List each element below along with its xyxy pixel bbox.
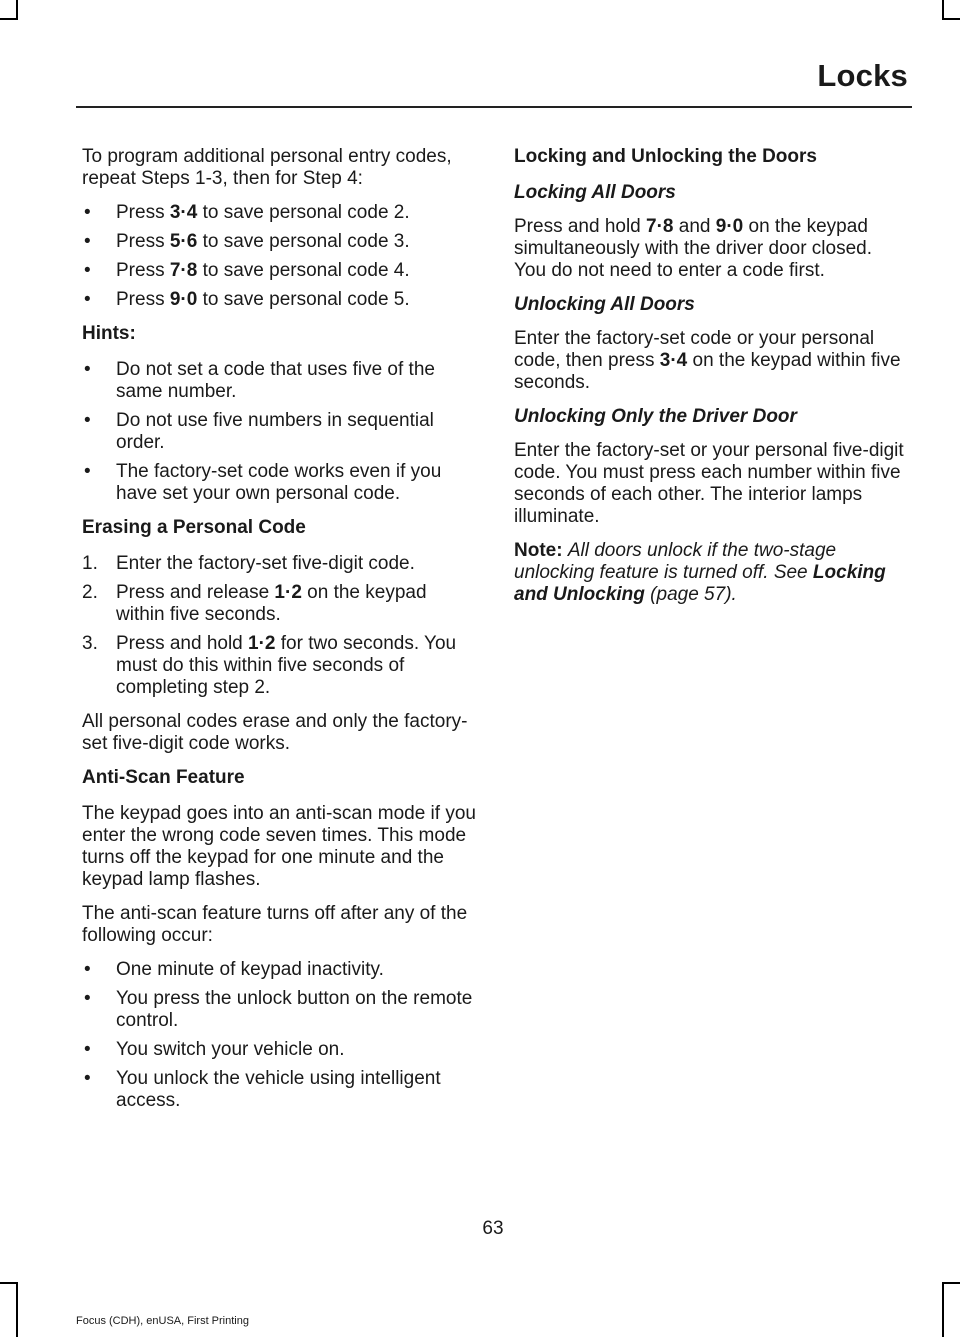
text: Press and hold: [514, 216, 647, 237]
bullet-icon: •: [84, 1068, 91, 1089]
keypad-key: 9·0: [169, 289, 198, 310]
step-number: 2.: [82, 582, 98, 603]
footer-text: Focus (CDH), enUSA, First Printing: [76, 1315, 249, 1327]
list-item: [82, 289, 478, 311]
note-text: All doors unlock if the two-stage unlocking feature is turned off. See: [514, 540, 837, 583]
bullet-icon: •: [84, 1039, 91, 1060]
antiscan-paragraph-2: The anti-scan feature turns off after any of the following occur:: [82, 903, 468, 946]
bullet-icon: •: [84, 202, 91, 223]
item-text: You switch your vehicle on.: [116, 1039, 345, 1060]
keypad-key: 3·4: [169, 202, 198, 223]
item-text: One minute of keypad inactivity.: [116, 959, 384, 980]
hints-heading: Hints:: [82, 323, 136, 344]
item-prefix: Press: [116, 289, 170, 310]
step-text: Press and release: [116, 582, 275, 603]
keypad-key: 7·8: [169, 260, 198, 281]
text: on the keypad within five seconds.: [514, 350, 901, 393]
keypad-key: 1·2: [248, 633, 276, 654]
hint-text: The factory-set code works even if you have set your own personal code.: [116, 461, 442, 504]
step-text: Enter the factory-set five-digit code.: [116, 553, 415, 574]
crop-mark-top-left: [16, 0, 18, 20]
doors-heading: Locking and Unlocking the Doors: [514, 146, 817, 167]
keypad-key: 1·2: [274, 582, 302, 603]
hint-text: Do not set a code that uses five of the same number.: [116, 359, 435, 402]
step-number: 1.: [82, 553, 98, 574]
bullet-icon: •: [84, 988, 91, 1009]
note-page-ref: (page 57).: [644, 584, 737, 605]
crop-mark-top-right-h: [942, 18, 960, 20]
bullet-icon: •: [84, 231, 91, 252]
item-prefix: Press: [116, 202, 170, 223]
list-item: [82, 553, 478, 575]
keypad-key: 3·4: [659, 350, 688, 371]
list-item: [82, 410, 478, 454]
item-prefix: Press: [116, 231, 170, 252]
note: [514, 540, 908, 606]
unlock-all-heading: Unlocking All Doors: [514, 294, 695, 315]
list-item: [82, 202, 478, 224]
press-code-list: [82, 202, 478, 311]
list-item: [82, 959, 478, 981]
unlock-driver-heading: Unlocking Only the Driver Door: [514, 406, 797, 427]
antiscan-list: [82, 959, 478, 1112]
item-text: You press the unlock button on the remote control.: [116, 988, 473, 1031]
list-item: [82, 988, 478, 1032]
lock-all-paragraph: [514, 216, 908, 282]
list-item: [82, 582, 478, 626]
step-number: 3.: [82, 633, 98, 654]
erase-heading: Erasing a Personal Code: [82, 517, 306, 538]
list-item: [82, 1039, 478, 1061]
crop-mark-top-left-h: [0, 18, 18, 20]
erase-steps-list: [82, 553, 478, 699]
crop-mark-bottom-left-h: [0, 1282, 18, 1284]
list-item: [82, 1068, 478, 1112]
step-suffix: on the keypad within five seconds.: [116, 582, 427, 625]
unlock-driver-paragraph: Enter the factory-set or your personal five-digit code. You must press each number within five seconds of each other. The interior lamps illuminate.: [514, 440, 904, 527]
text: Enter the factory-set code or your personal code, then press: [514, 328, 875, 371]
item-suffix: to save personal code 4.: [197, 260, 410, 281]
item-prefix: Press: [116, 260, 170, 281]
text: on the keypad simultaneously with the driver door closed. You do not need to enter a code first.: [514, 216, 873, 281]
list-item: [82, 359, 478, 403]
step-text: Press and hold: [116, 633, 249, 654]
note-label: Note:: [514, 540, 563, 561]
unlock-all-paragraph: [514, 328, 908, 394]
page-title: Locks: [817, 58, 908, 93]
step-suffix: for two seconds. You must do this within five seconds of completing step 2.: [116, 633, 457, 698]
item-suffix: to save personal code 5.: [197, 289, 410, 310]
bullet-icon: •: [84, 289, 91, 310]
bullet-icon: •: [84, 359, 91, 380]
bullet-icon: •: [84, 959, 91, 980]
keypad-key: 5·6: [169, 231, 198, 252]
item-text: You unlock the vehicle using intelligent access.: [116, 1068, 441, 1111]
crop-mark-top-right: [942, 0, 944, 20]
crop-mark-bottom-left: [16, 1282, 18, 1337]
bullet-icon: •: [84, 260, 91, 281]
locking-unlocking-link[interactable]: Locking and Unlocking: [514, 562, 886, 605]
bullet-icon: •: [84, 410, 91, 431]
hint-text: Do not use five numbers in sequential order.: [116, 410, 434, 453]
crop-mark-bottom-right: [942, 1282, 944, 1337]
antiscan-heading: Anti-Scan Feature: [82, 767, 245, 788]
right-column: [514, 146, 908, 618]
hints-list: [82, 359, 478, 505]
erase-result-paragraph: All personal codes erase and only the factory-set five-digit code works.: [82, 711, 468, 754]
keypad-key: 9·0: [715, 216, 744, 237]
left-column: [82, 146, 478, 1124]
list-item: [82, 231, 478, 253]
antiscan-paragraph-1: The keypad goes into an anti-scan mode if you enter the wrong code seven times. This mode turns off the keypad for one minute and the keypad lamp flashes.: [82, 803, 476, 890]
bullet-icon: •: [84, 461, 91, 482]
lock-all-heading: Locking All Doors: [514, 182, 676, 203]
list-item: [82, 633, 478, 699]
item-suffix: to save personal code 3.: [197, 231, 410, 252]
crop-mark-bottom-right-h: [942, 1282, 960, 1284]
item-suffix: to save personal code 2.: [197, 202, 410, 223]
list-item: [82, 461, 478, 505]
keypad-key: 7·8: [646, 216, 674, 237]
header-divider: [76, 106, 912, 108]
text: and: [673, 216, 716, 237]
intro-paragraph: To program additional personal entry codes, repeat Steps 1-3, then for Step 4:: [82, 146, 452, 189]
list-item: [82, 260, 478, 282]
page-number: 63: [482, 1218, 504, 1239]
